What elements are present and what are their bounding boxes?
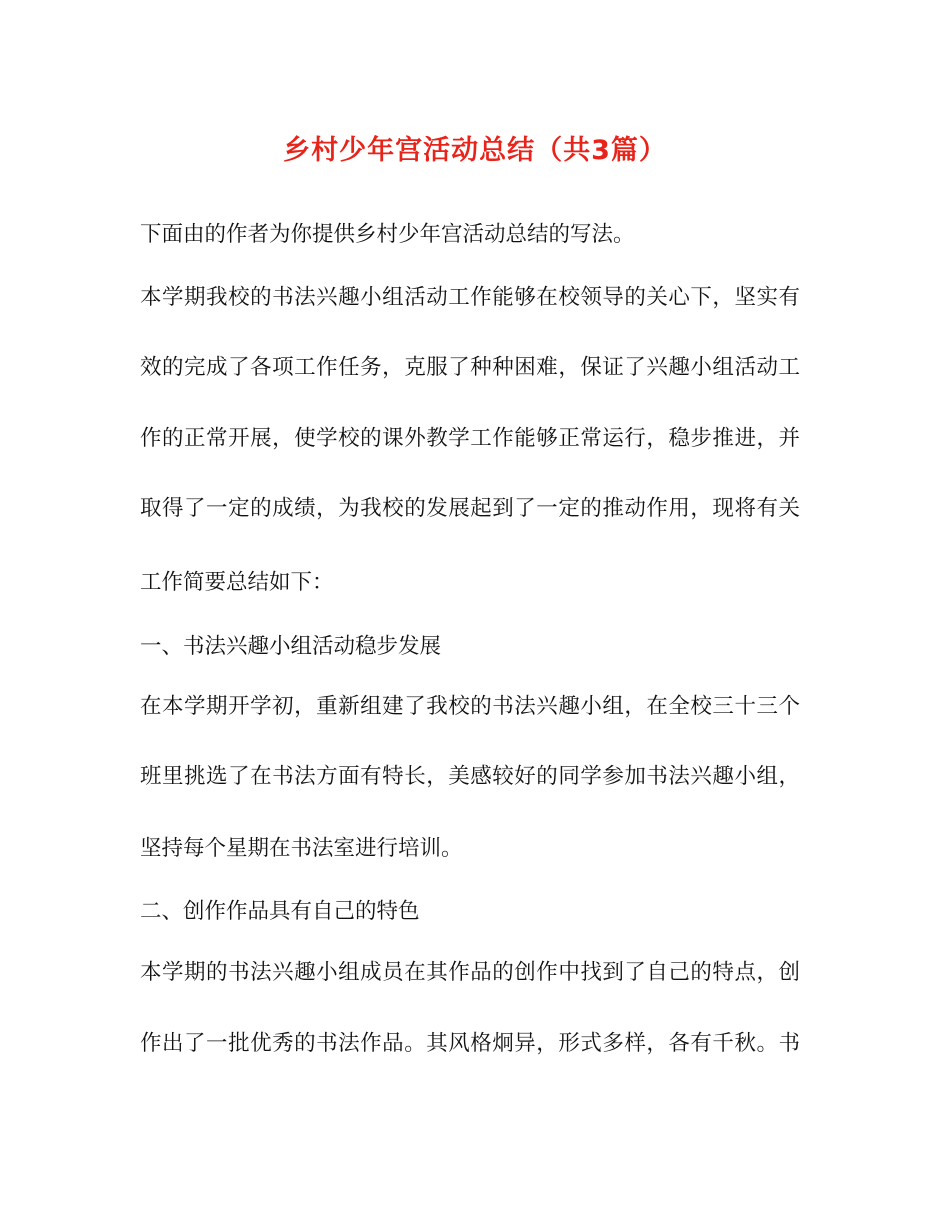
paragraph-line: 作的正常开展，使学校的课外教学工作能够正常运行，稳步推进，并 xyxy=(140,426,800,451)
paragraph-line: 本学期的书法兴趣小组成员在其作品的创作中找到了自己的特点，创 xyxy=(140,960,800,985)
paragraph-line: 取得了一定的成绩，为我校的发展起到了一定的推动作用，现将有关 xyxy=(140,496,800,521)
paragraph-line: 坚持每个星期在书法室进行培训。 xyxy=(140,836,463,861)
intro-line: 下面由的作者为你提供乡村少年宫活动总结的写法。 xyxy=(140,222,635,247)
paragraph-line: 效的完成了各项工作任务，克服了种种困难，保证了兴趣小组活动工 xyxy=(140,355,800,380)
paragraph-line: 在本学期开学初，重新组建了我校的书法兴趣小组，在全校三十三个 xyxy=(140,694,800,719)
section-heading: 一、书法兴趣小组活动稳步发展 xyxy=(140,634,442,659)
paragraph-line: 班里挑选了在书法方面有特长，美感较好的同学参加书法兴趣小组， xyxy=(140,764,800,789)
paragraph-line: 本学期我校的书法兴趣小组活动工作能够在校领导的关心下，坚实有 xyxy=(140,285,800,310)
document-title: 乡村少年宫活动总结（共3篇） xyxy=(283,135,667,166)
paragraph-line: 工作简要总结如下： xyxy=(140,570,334,595)
section-heading: 二、创作作品具有自己的特色 xyxy=(140,899,420,924)
paragraph-line: 作出了一批优秀的书法作品。其风格炯异，形式多样，各有千秋。书 xyxy=(140,1031,800,1056)
